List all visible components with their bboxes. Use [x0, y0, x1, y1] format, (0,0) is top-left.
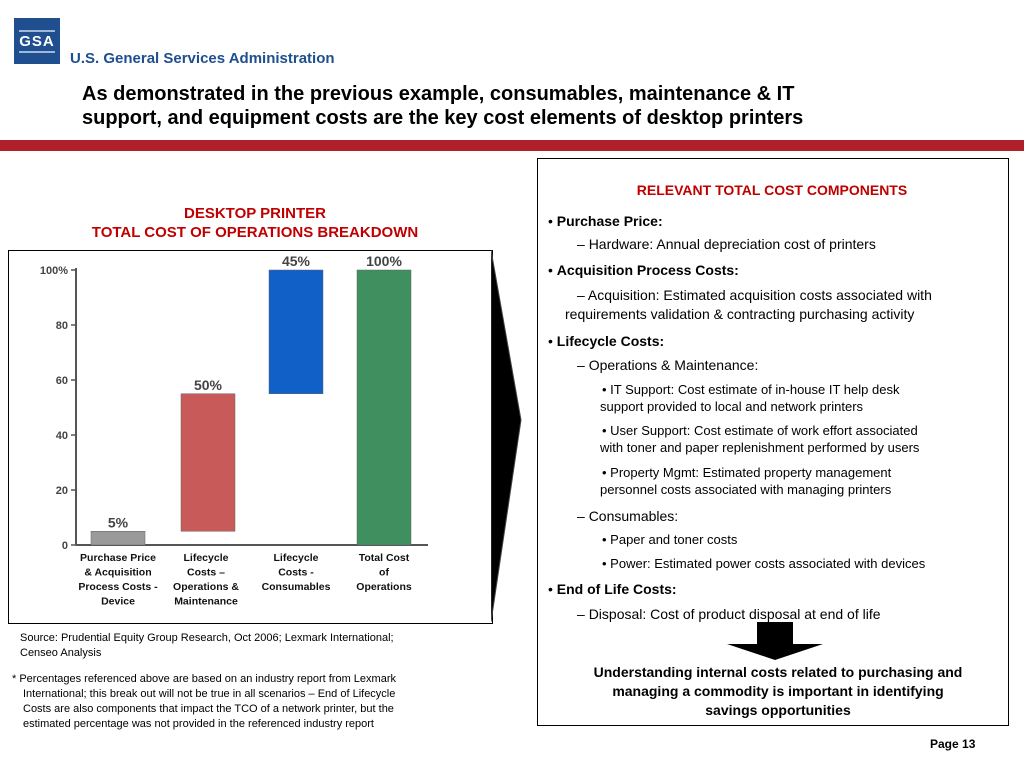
panel-item-level3 — [602, 531, 1007, 548]
waterfall-chart — [8, 250, 491, 622]
bullet-text: Consumables: — [588, 508, 679, 524]
bullet-marker: – — [577, 287, 588, 303]
y-tick-label: 60 — [55, 375, 68, 387]
y-tick-label: 20 — [55, 485, 68, 497]
page-number: Page 13 — [930, 737, 976, 751]
slide-title-line2: support, and equipment costs are the key cost elements of desktop printers — [82, 107, 804, 129]
bar-1 — [91, 531, 145, 545]
conclusion-line1: Understanding internal costs related to purchasing and — [593, 664, 963, 680]
bullet-text: IT Support: Cost estimate of in-house IT help desk — [610, 382, 900, 397]
bullet-marker: • — [602, 382, 611, 397]
bullet-text-continued: support provided to local and network printers — [600, 399, 864, 414]
bullet-text: Power: Estimated power costs associated with devices — [610, 556, 926, 571]
y-tick-label: 0 — [61, 540, 68, 552]
chart-heading-line2: TOTAL COST OF OPERATIONS BREAKDOWN — [91, 224, 419, 241]
category-label: Operations — [356, 581, 412, 593]
footnote-line2: International; this break out will not be true in all scenarios – End of Lifecycle — [23, 688, 396, 700]
panel-title: RELEVANT TOTAL COST COMPONENTS — [636, 182, 908, 198]
footnote-line1: * Percentages referenced above are based on an industry report from Lexmark — [12, 673, 396, 685]
panel-item-level2 — [577, 356, 1007, 375]
bullet-marker: • — [548, 581, 557, 597]
y-tick-label: 80 — [55, 320, 68, 332]
bar-4 — [357, 270, 411, 545]
bullet-marker: • — [548, 333, 557, 349]
panel-item-level1 — [548, 261, 1007, 280]
source-note — [20, 631, 490, 661]
bullet-text: User Support: Cost estimate of work effort associated — [610, 423, 918, 438]
category-label: Maintenance — [174, 595, 238, 608]
bullet-text-continued: with toner and paper replenishment performed by users — [600, 440, 920, 455]
panel-item-level2 — [577, 605, 1007, 624]
chart-heading — [20, 204, 490, 242]
bullet-text-continued: requirements validation & contracting purchasing activity — [565, 306, 915, 322]
panel-item-level3 — [602, 555, 1007, 572]
category-label: of — [379, 566, 389, 579]
category-label: Costs – — [187, 566, 225, 579]
category-label: Process Costs - — [78, 581, 158, 593]
panel-item-level1 — [548, 580, 1007, 599]
bullet-text-continued: personnel costs associated with managing printers — [600, 482, 892, 497]
y-tick-label: 100% — [39, 265, 68, 277]
bar-2 — [181, 394, 235, 532]
panel-item-level3 — [602, 422, 1007, 456]
gsa-logo — [14, 18, 60, 64]
bar-data-label: 100% — [366, 253, 402, 269]
category-label: Lifecycle — [273, 552, 319, 564]
bullet-marker: • — [602, 423, 611, 438]
bar-data-label: 50% — [193, 376, 223, 393]
bar-data-label: 5% — [107, 514, 129, 531]
category-label: & Acquisition — [84, 566, 152, 579]
panel-item-level2 — [565, 286, 1007, 324]
bullet-marker: • — [602, 465, 611, 480]
conclusion-line2: managing a commodity is important in identifying — [612, 683, 944, 699]
slide-title — [82, 82, 962, 130]
bullet-marker: – — [577, 508, 589, 524]
bullet-text: Operations & Maintenance: — [588, 357, 759, 373]
footnote-line3: Costs are also components that impact the TCO of a network printer, but the — [23, 703, 394, 715]
category-label: Operations & — [173, 581, 239, 593]
category-label: Lifecycle — [183, 552, 229, 564]
bullet-text: End of Life Costs: — [556, 581, 677, 597]
category-label: Device — [101, 595, 135, 608]
bullet-marker: – — [577, 357, 589, 373]
bullet-marker: – — [577, 236, 589, 252]
bullet-text: Paper and toner costs — [610, 532, 738, 547]
bullet-marker: • — [548, 213, 557, 229]
slide-title-line1: As demonstrated in the previous example, consumables, maintenance & IT — [82, 83, 795, 105]
category-label: Purchase Price — [80, 552, 156, 564]
panel-item-level1 — [548, 332, 1007, 351]
agency-name: U.S. General Services Administration — [70, 50, 335, 67]
footnote-line4: estimated percentage was not provided in the referenced industry report — [23, 718, 374, 730]
panel-item-level2 — [577, 507, 1007, 526]
y-tick-label: 40 — [55, 430, 68, 442]
source-line2: Censeo Analysis — [20, 647, 102, 659]
footnote — [12, 672, 482, 732]
bar-3 — [269, 270, 323, 394]
source-line1: Source: Prudential Equity Group Research, Oct 2006; Lexmark International; — [20, 632, 394, 644]
chart-heading-line1: DESKTOP PRINTER — [184, 205, 326, 222]
bullet-text: Lifecycle Costs: — [556, 333, 665, 349]
panel-item-level1 — [548, 212, 1007, 231]
bullet-text: Purchase Price: — [556, 213, 663, 229]
category-label: Total Cost — [358, 552, 410, 564]
conclusion-line3: savings opportunities — [705, 702, 851, 718]
category-label: Consumables — [261, 581, 331, 593]
logo-text: GSA — [19, 30, 55, 53]
bullet-marker: • — [602, 532, 611, 547]
header-divider — [0, 140, 1024, 151]
down-arrow-shape — [727, 622, 823, 660]
bullet-text: Disposal: Cost of product disposal at end of life — [588, 606, 881, 622]
pointer-arrow-shape — [491, 250, 525, 622]
panel-item-level3 — [602, 464, 1007, 498]
bullet-text: Acquisition: Estimated acquisition costs associated with — [587, 287, 932, 303]
bullet-marker: • — [602, 556, 611, 571]
bullet-text: Hardware: Annual depreciation cost of printers — [588, 236, 876, 252]
bar-data-label: 45% — [281, 253, 311, 269]
bullet-marker: – — [577, 606, 589, 622]
panel-item-level2 — [577, 235, 1007, 254]
category-label: Costs - — [278, 566, 314, 579]
conclusion-text — [545, 663, 1011, 720]
panel-item-level3 — [602, 381, 1007, 415]
bullet-marker: • — [548, 262, 557, 278]
bullet-text: Acquisition Process Costs: — [556, 262, 739, 278]
bullet-text: Property Mgmt: Estimated property management — [610, 465, 892, 480]
